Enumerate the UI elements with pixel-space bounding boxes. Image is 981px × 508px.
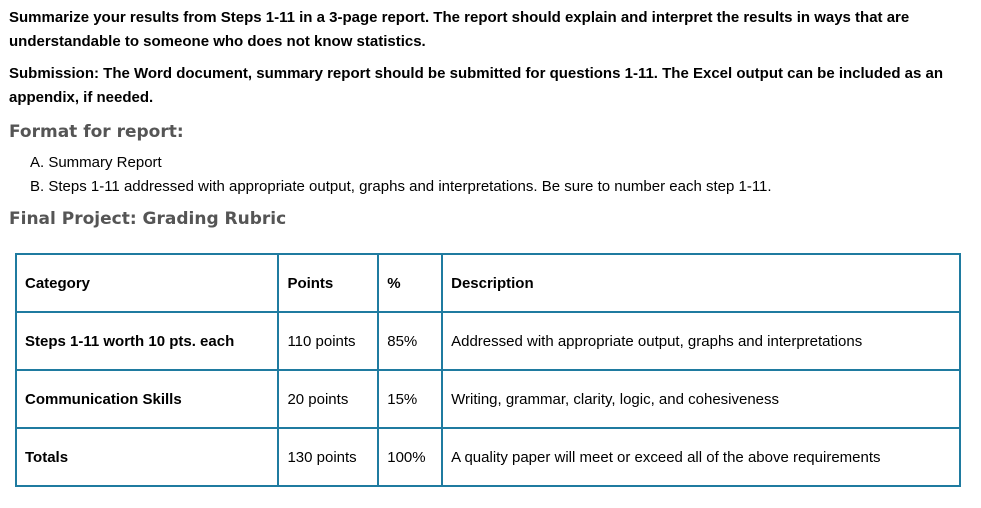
header-category: Category: [16, 254, 278, 312]
table-header-row: [16, 254, 960, 312]
table-row: [16, 370, 960, 428]
percent-cell: 15%: [378, 370, 442, 428]
description-cell: A quality paper will meet or exceed all of the above requirements: [442, 428, 960, 486]
grading-rubric-table: [15, 253, 961, 487]
table-row: [16, 428, 960, 486]
table-row: [16, 312, 960, 370]
points-cell: 110 points: [278, 312, 378, 370]
category-cell: Communication Skills: [16, 370, 278, 428]
category-cell: Steps 1-11 worth 10 pts. each: [16, 312, 278, 370]
summary-instructions: Summarize your results from Steps 1-11 in a 3-page report. The report should explain and interpret the results in ways that are understandable to someone who does not know statistics.: [9, 9, 910, 50]
format-heading: Format for report:: [9, 122, 184, 142]
percent-cell: 100%: [378, 428, 442, 486]
description-cell: Writing, grammar, clarity, logic, and cohesiveness: [442, 370, 960, 428]
category-cell: Totals: [16, 428, 278, 486]
description-cell: Addressed with appropriate output, graphs and interpretations: [442, 312, 960, 370]
points-cell: 130 points: [278, 428, 378, 486]
header-description: Description: [442, 254, 960, 312]
submission-instructions: Submission: The Word document, summary report should be submitted for questions 1-11. The Excel output can be included as an appendix, if needed.: [9, 65, 944, 106]
header-percent: %: [378, 254, 442, 312]
percent-cell: 85%: [378, 312, 442, 370]
format-item-steps: B. Steps 1-11 addressed with appropriate output, graphs and interpretations. Be sure to number each step 1-11.: [30, 178, 772, 195]
format-item-summary-report: A. Summary Report: [30, 154, 162, 171]
rubric-heading: Final Project: Grading Rubric: [9, 209, 287, 229]
header-points: Points: [278, 254, 378, 312]
points-cell: 20 points: [278, 370, 378, 428]
